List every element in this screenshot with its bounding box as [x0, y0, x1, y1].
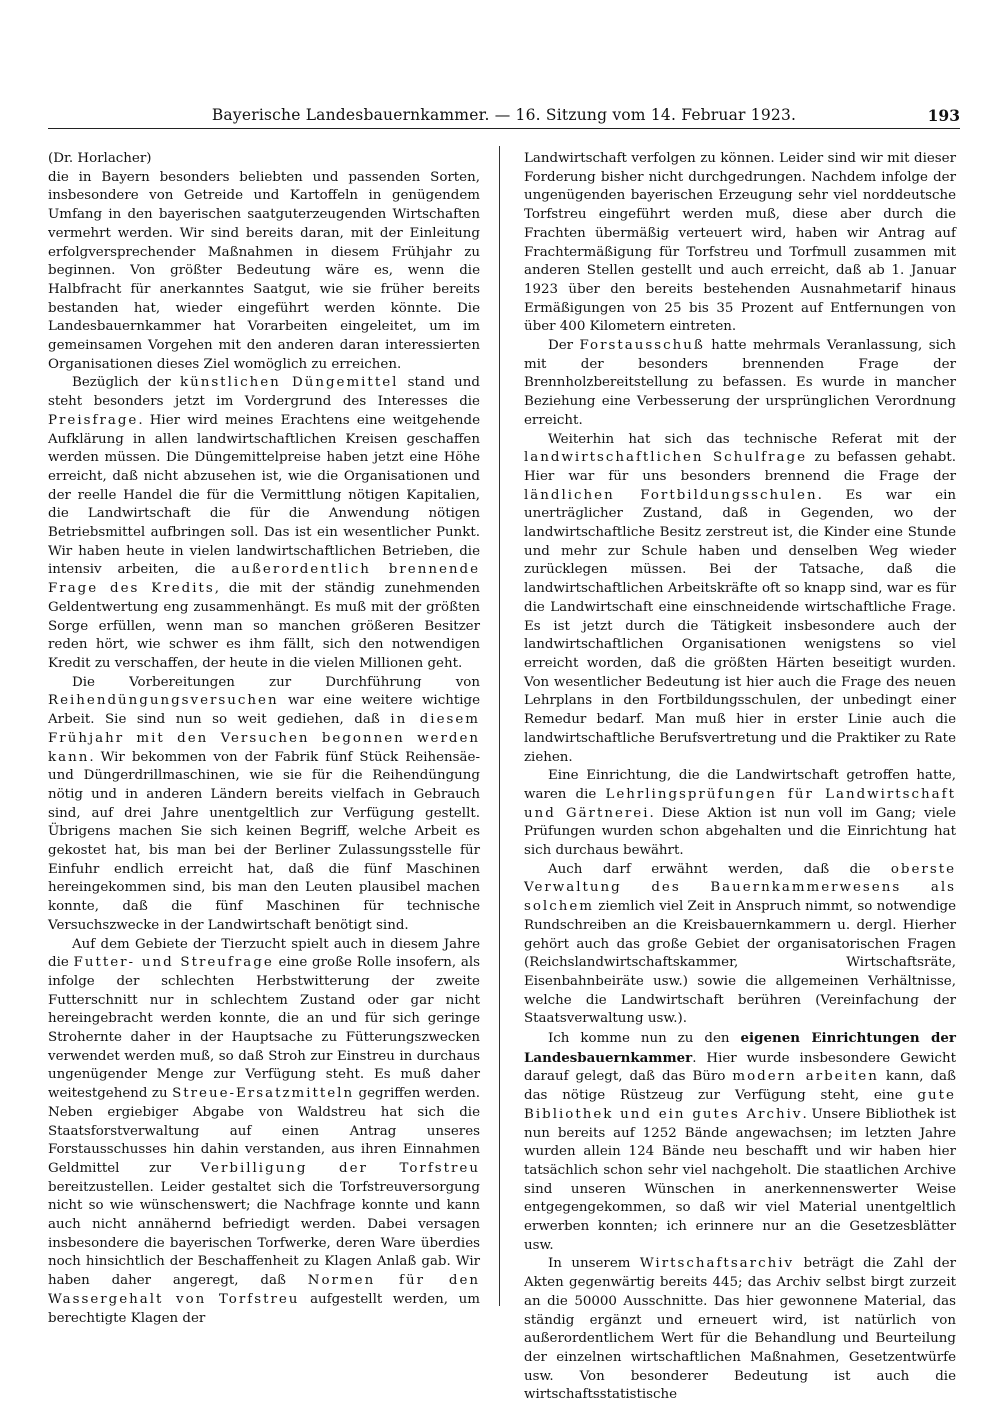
- text-run: Bezüglich der: [72, 375, 180, 391]
- paragraph: Landwirtschaft verfolgen zu können. Leider sind wir mit dieser Forderung bisher nicht durchgedrungen. Nachdem infolge der ungenügenden bayerischen Erzeugung sehr viel norddeutsche Torfstreu eingeführt werden muß, diese aber durch die Frachten übermäßig verteuert wird, haben wir Antrag auf Frachtermäßigung für Torfstreu und Torfmull zusammen mit anderen Stellen gestellt und auch erreicht, daß ab 1. Januar 1923 über den bereits bestehenden Ausnahmetarif hinaus Ermäßigungen von 25 bis 35 Prozent auf Entfernungen von über 400 Kilometern eintreten.: [524, 151, 956, 335]
- header-title: Bayerische Landesbauernkammer. — 16. Sitzung vom 14. Februar 1923.: [211, 106, 797, 124]
- text-run: Die Vorbereitungen zur Durchführung von: [72, 674, 480, 690]
- text-run: In unserem: [548, 1256, 640, 1272]
- text-run: bereitzustellen. Leider gestaltet sich die Torfstreuversorgung nicht so wie wünschenswert; die Nachfrage konnte und kann auch nicht annähernd befriedigt werden. Dabei versagen insbesondere die bayerischen Torfwerke, deren Ware überdies noch hinsichtlich der Beschaffenheit zu Klagen Anlaß gab. Wir haben daher angeregt, daß: [48, 1179, 480, 1289]
- emphasis-text: modern arbeiten: [732, 1069, 879, 1085]
- text-run: aufgestellt werden, um berechtigte Klagen der: [48, 1291, 480, 1326]
- emphasis-text: Forstausschuß: [579, 338, 705, 354]
- column-divider: [499, 146, 500, 1306]
- text-run: . Hier wurde insbesondere Gewicht darauf gelegt, daß das Büro: [524, 1050, 956, 1085]
- speaker-name: (Dr. Horlacher): [48, 151, 152, 166]
- paragraph: [48, 936, 480, 1329]
- paragraph: [524, 1029, 956, 1255]
- bold-text: eigenen Einrichtungen der Landesbauernkammer: [524, 1030, 956, 1066]
- paragraph: [524, 861, 956, 1029]
- text-run: gegriffen werden. Neben ergiebiger Abgabe von Waldstreu hat sich die Staatsforstverwaltung auf einen Antrag unseres Forstausschusses hin dahin verstanden, aus ihren Einnahmen Geldmittel zur: [48, 1086, 480, 1176]
- text-run: Weiterhin hat sich das technische Referat mit der: [548, 431, 956, 447]
- running-header: [48, 104, 960, 129]
- paragraph: [524, 431, 956, 768]
- text-run: . Wir bekommen von der Fabrik fünf Stück Reihensäe- und Düngerdrillmaschinen, wie sie für die Reihendüngung nötig und in anderen Ländern bereits vielfach in Gebrauch sind, auf drei Jahre unentgeltlich zur Verfügung gestellt. Übrigens machen Sie sich keinen Begriff, welche Arbeit es gekostet hat, bis man bei der Berliner Zulassungsstelle für Einfuhr endlich erreicht hat, daß die fünf Maschinen hereingekommen sind, bis man den Leuten plausibel machen konnte, daß die fünf Maschinen für technische Versuchszwecke in der Landwirtschaft benötigt sind.: [48, 749, 480, 933]
- emphasis-text: künstlichen Düngemittel: [179, 375, 399, 391]
- emphasis-text: Streue-Ersatzmitteln: [172, 1086, 355, 1102]
- text-run: . Es war ein unerträglicher Zustand, daß in Gegenden, wo der landwirtschaftliche Besitz zerstreut ist, die Kinder eine Stunde und mehr zur Schule haben und denselben Weg wieder zurücklegen müssen. Bei der Tatsache, daß die landwirtschaftlichen Arbeitskräfte oft so knapp sind, war es für die Landwirtschaft eine einschneidende wirtschaftliche Frage. Es ist jetzt durch die Tätigkeit insbesondere auch der landwirtschaftlichen Organisationen wenigstens so viel erreicht worden, daß die größten Härten beseitigt wurden. Von wesentlicher Bedeutung ist hier auch die Frage des neuen Lehrplans in den Fortbildungsschulen, der unbedingt einer Remedur bedarf. Man muß hier in erster Linie auch die landwirtschaftliche Berufsvertretung und die Praktiker zu Rate ziehen.: [524, 487, 956, 765]
- text-run: . Unsere Bibliothek ist nun bereits auf 1252 Bände angewachsen; im letzten Jahre wurden allein 124 Bände neu beschafft und wir haben hier tatsächlich schon sehr viel nachgeholt. Die staatlichen Archive sind unseren Wünschen in anerkennenswerter Weise entgegengekommen, so daß wir viel Material unentgeltlich erwerben konnten; ich erinnere nur an die Gesetzesblätter usw.: [524, 1106, 956, 1253]
- text-run: hatte mehrmals Veranlassung, sich mit der besonders brennenden Frage der Brennholzbereitstellung zu befassen. Es wurde in mancher Beziehung eine Verbesserung der ursprünglichen Verordnung erreicht.: [524, 338, 956, 428]
- text-run: beträgt die Zahl der Akten gegenwärtig bereits 445; das Archiv selbst birgt zurzeit an die 50000 Ausschnitte. Das hier gewonnene Material, das ständig ergänzt und erneuert wird, ist natürlich von außerordentlichem Wert für die Behandlung und Beurteilung der einzelnen wirtschaftlichen Maßnahmen, Gesetzentwürfe usw. Von besonderer Bedeutung ist auch die wirtschaftsstatistische: [524, 1256, 956, 1403]
- text-run: ziemlich viel Zeit in Anspruch nimmt, so notwendige Rundschreiben an die Kreisbauernkammern u. dergl. Hierher gehört auch das große Gebiet der organisatorischen Fragen (Reichslandwirtschaftskammer, Wirtschaftsräte, Eisenbahnbeiräte usw.) sowie die allgemeinen Verhältnisse, welche die Landwirtschaft berühren (Vereinfachung der Staatsverwaltung usw.).: [524, 899, 956, 1027]
- text-run: Der: [548, 338, 580, 354]
- emphasis-text: Futter- und Streufrage: [73, 955, 274, 971]
- paragraph: [48, 674, 480, 936]
- emphasis-text: Lehrlingsprüfungen für Landwirtschaft und Gärtnerei: [524, 786, 956, 821]
- text-run: Eine Einrichtung, die die Landwirtschaft getroffen hatte, waren die: [524, 768, 956, 802]
- paragraph: [48, 374, 480, 673]
- emphasis-text: gute Bibliothek und ein gutes Archiv: [524, 1088, 956, 1122]
- right-column: [524, 150, 956, 1403]
- emphasis-text: landwirtschaftlichen Schulfrage: [524, 450, 808, 466]
- text-run: Ich komme nun zu den: [548, 1031, 741, 1047]
- emphasis-text: Wirtschaftsarchiv: [639, 1256, 795, 1272]
- emphasis-text: Preisfrage: [48, 412, 139, 428]
- text-run: . Hier wird meines Erachtens eine weitgehende Aufklärung in allen landwirtschaftlichen Kreisen geschaffen werden müssen. Die Düngemittelpreise haben jetzt eine Höhe erreicht, daß nicht abzusehen ist, wie die Organisationen und der reelle Handel die für die Vermittlung nötigen Kapitalien, die Landwirtschaft die für die Anwendung nötigen Betriebsmittel aufbringen soll. Das ist ein wesentlicher Punkt. Wir haben heute in vielen landwirtschaftlichen Betrieben, die intensiv arbeiten, die: [48, 412, 480, 578]
- text-run: stand und steht besonders jetzt im Vordergrund des Interesses die: [48, 375, 480, 410]
- paragraph: [524, 1255, 956, 1405]
- emphasis-text: Verbilligung der Torfstreu: [200, 1160, 480, 1176]
- text-run: war eine weitere wichtige Arbeit. Sie sind nun so weit gediehen, daß: [48, 693, 480, 728]
- text-run: . Diese Aktion ist nun voll im Gang; viele Prüfungen wurden schon abgehalten und die Einrichtung hat sich durchaus bewährt.: [524, 805, 956, 859]
- text-run: , die mit der ständig zunehmenden Geldentwertung eng zusammenhängt. Es muß mit der größten Sorge erfüllen, wenn man so manchen größeren Besitzer reden hört, wie schwer es ihm fällt, sich den notwendigen Kredit zu verschaffen, der heute in die vielen Millionen geht.: [48, 581, 480, 671]
- emphasis-text: ländlichen Fortbildungsschulen: [524, 487, 818, 503]
- paragraph: [524, 337, 956, 431]
- paragraph: die in Bayern besonders beliebten und passenden Sorten, insbesondere von Getreide und Kartoffeln in genügendem Umfang in den bayerischen saatguterzeugenden Wirtschaften vermehrt werden. Wir sind bereits daran, mit der Einleitung erfolgversprechender Maßnahmen in diesem Frühjahr zu beginnen. Von größter Bedeutung wäre es, wenn die Halbfracht für anerkanntes Saatgut, wie sie früher bereits bestanden hat, wieder eingeführt werden könnte. Die Landesbauernkammer hat Vorarbeiten eingeleitet, um im gemeinsamen Vorgehen mit den anderen daran interessierten Organisationen dieses Ziel womöglich zu erreichen.: [48, 169, 480, 372]
- text-run: kann, daß das nötige Rüstzeug zur Verfügung steht, eine: [524, 1069, 956, 1104]
- text-run: eine große Rolle insofern, als infolge der schlechten Herbstwitterung der zweite Futterschnitt nur in schlechtem Zustand oder gar nicht hereingebracht werden konnte, die an und für sich geringe Strohernte daher in der Hauptsache zu Fütterungszwecken verwendet werden muß, so daß Stroh zur Einstreu in durchaus ungenügender Menge zur Verfügung steht. Es muß daher weitestgehend zu: [48, 955, 481, 1102]
- paragraph: [524, 767, 956, 861]
- emphasis-text: in diesem Frühjahr mit den Versuchen begonnen werden kann: [48, 712, 480, 765]
- left-column: [48, 150, 481, 1326]
- emphasis-text: oberste Verwaltung des Bauernkammerwesens als solchem: [524, 861, 956, 915]
- text-run: Auch darf erwähnt werden, daß die: [548, 861, 891, 877]
- emphasis-text: Reihendüngungsversuchen: [48, 693, 279, 709]
- text-run: zu befassen gehabt. Hier war für uns besonders brennend die Frage der: [524, 450, 956, 484]
- page-number: 193: [927, 106, 960, 125]
- emphasis-text: außerordentlich brennende Frage des Kredits: [48, 562, 480, 597]
- text-run: Auf dem Gebiete der Tierzucht spielt auch in diesem Jahre die: [48, 936, 480, 971]
- emphasis-text: Normen für den Wassergehalt von Torfstreu: [48, 1273, 480, 1307]
